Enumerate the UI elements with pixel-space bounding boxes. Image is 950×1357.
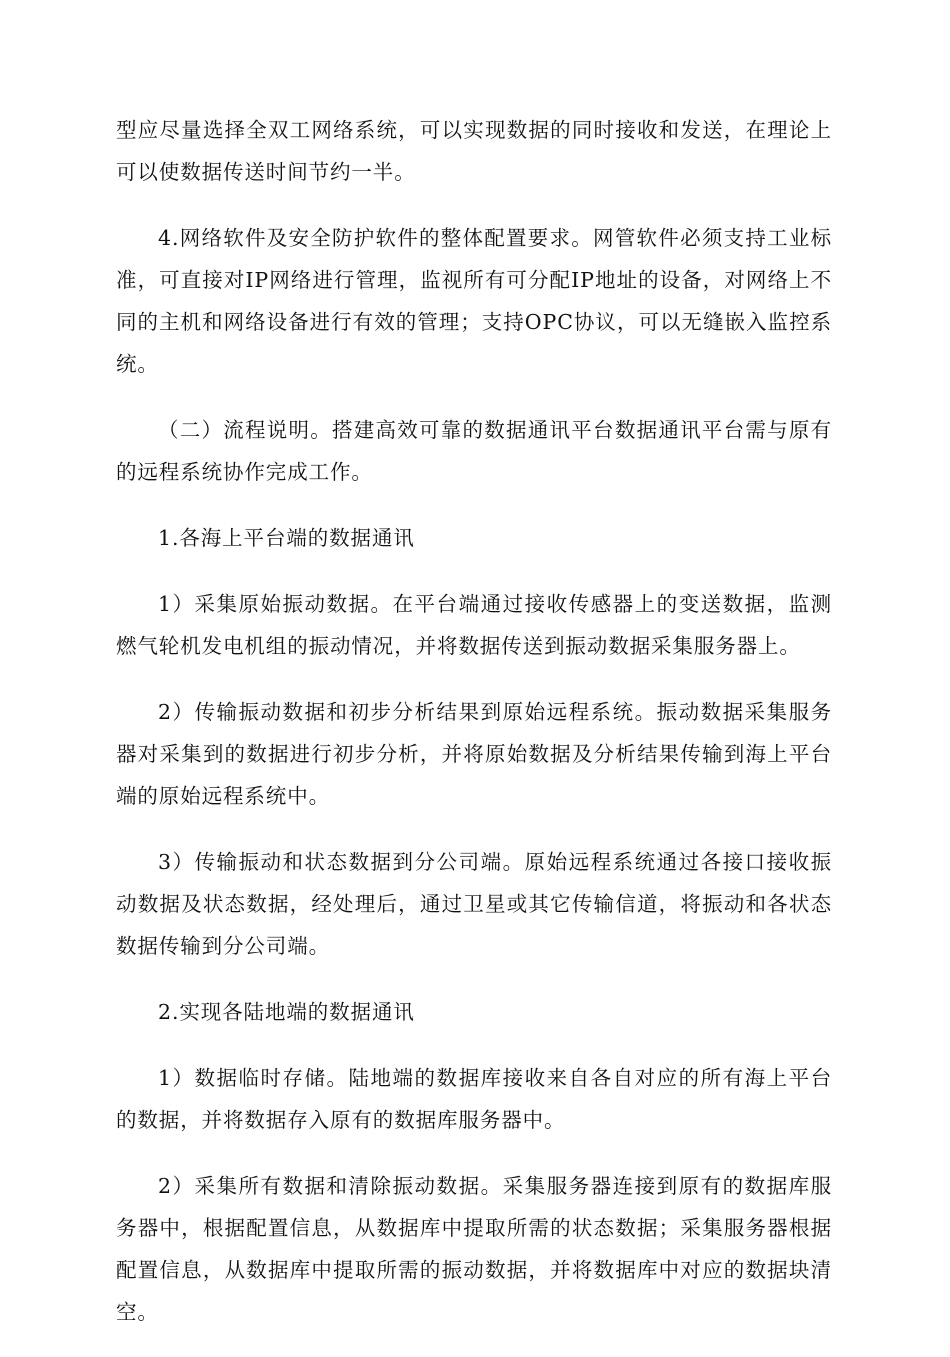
paragraph-heading-onshore-communication: 2.实现各陆地端的数据通讯 (158, 1000, 415, 1024)
paragraph-temporary-storage: 1）数据临时存储。陆地端的数据库接收来自各自对应的所有海上平台的数据，并将数据存入原有的数据库服务器中。 (116, 1066, 832, 1132)
paragraph-transmit-to-branch: 3）传输振动和状态数据到分公司端。原始远程系统通过各接口接收振动数据及状态数据，经处理后，通过卫星或其它传输信道，将振动和各状态数据传输到分公司端。 (116, 850, 832, 958)
paragraph-continuation: 型应尽量选择全双工网络系统，可以实现数据的同时接收和发送，在理论上可以使数据传送时间节约一半。 (116, 118, 832, 184)
paragraph-item-4-network-software: 4.网络软件及安全防护软件的整体配置要求。网管软件必须支持工业标准，可直接对IP网络进行管理，监视所有可分配IP地址的设备，对网络上不同的主机和网络设备进行有效的管理；支持OPC协议，可以无缝嵌入监控系统。 (116, 226, 832, 376)
paragraph-transmit-to-remote-system: 2）传输振动数据和初步分析结果到原始远程系统。振动数据采集服务器对采集到的数据进行初步分析，并将原始数据及分析结果传输到海上平台端的原始远程系统中。 (116, 700, 832, 808)
paragraph-section-2-process: （二）流程说明。搭建高效可靠的数据通讯平台数据通讯平台需与原有的远程系统协作完成工作。 (116, 418, 832, 484)
paragraph-heading-offshore-communication: 1.各海上平台端的数据通讯 (158, 526, 415, 550)
paragraph-collect-and-clear-data: 2）采集所有数据和清除振动数据。采集服务器连接到原有的数据库服务器中，根据配置信息，从数据库中提取所需的状态数据；采集服务器根据配置信息，从数据库中提取所需的振动数据，并将数据库中对应的数据块清空。 (116, 1174, 832, 1324)
paragraph-collect-vibration-data: 1）采集原始振动数据。在平台端通过接收传感器上的变送数据，监测燃气轮机发电机组的振动情况，并将数据传送到振动数据采集服务器上。 (116, 592, 832, 658)
document-body (116, 109, 832, 1357)
